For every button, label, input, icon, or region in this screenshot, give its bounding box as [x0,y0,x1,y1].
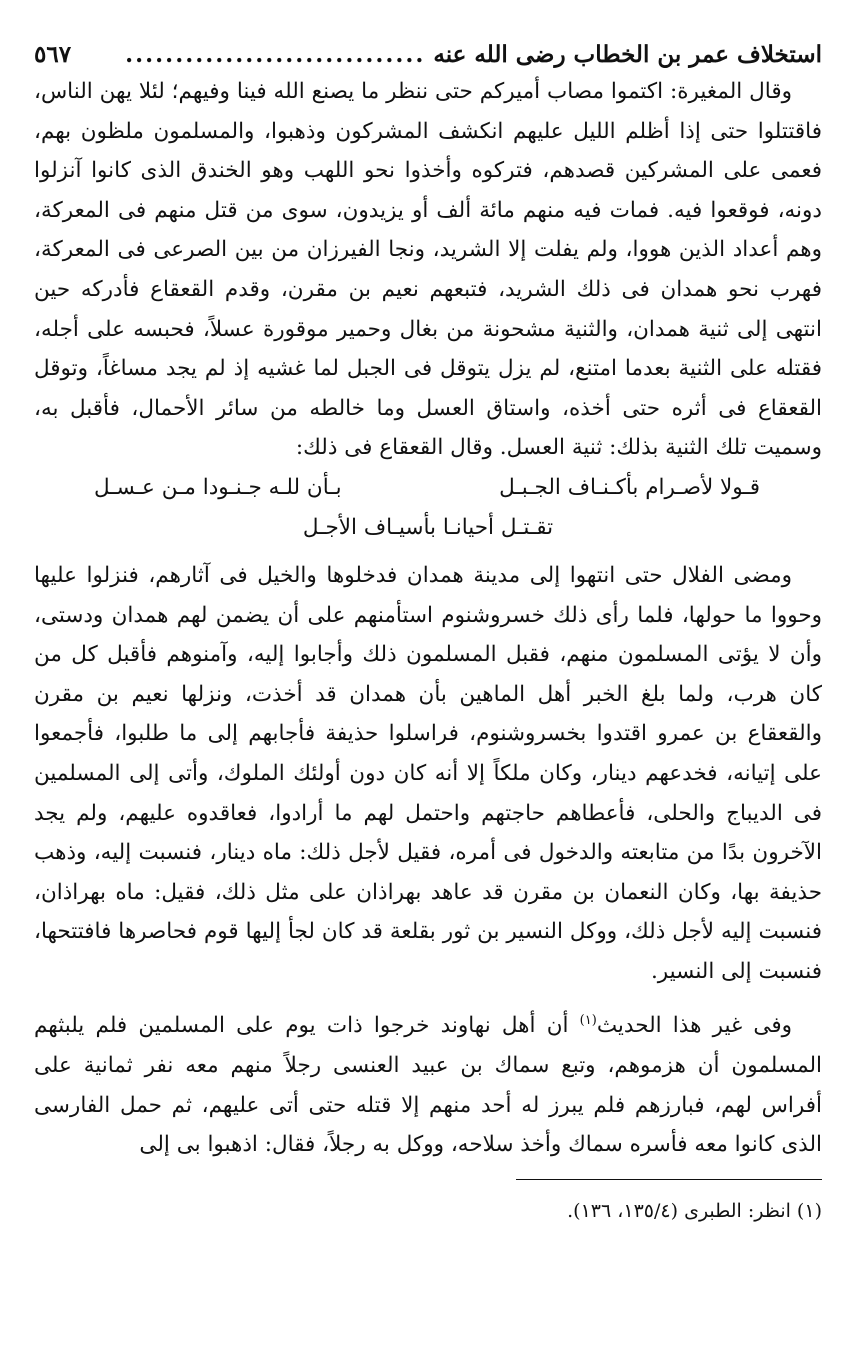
poem-hemistich-left: بـأن للـه جـنـودا مـن عـسـل [94,474,342,500]
paragraph-3-rest: أن أهل نهاوند خرجوا ذات يوم على المسلمين فلم يلبثهم المسلمون أن هزموهم، وتبع سماك بن عبيد العنسى رجلاً منهم معه نفر ثمانية على أفراس لهم، فبارزهم فلم يبرز له أحد منهم إلا قتله حتى أتى عليهم، ثم حمل الفارسى الذى كانوا معه فأسره سماك وأخذ سلاحه، ووكل به رجلاً، فقال: اذهبوا بى إلى [34,1013,822,1158]
poem [34,468,822,548]
leader-dots: .............................. [125,41,426,68]
paragraph-2: ومضى الفلال حتى انتهوا إلى مدينة همدان فدخلوها والخيل فى آثارهم، فنزلوا عليها وحووا ما حولها، فلما رأى ذلك خسروشنوم استأمنهم على أن يضمن لهم همدان ودستى، وأن لا يؤتى المسلمون منهم، فقبل المسلمون ذلك وأجابوا إليه، وآمنوهم فأقبل كل من كان هرب، ولما بلغ الخبر أهل الماهين بأن همدان قد أخذت، ونزلها نعيم بن مقرن والقعقاع بن عمرو اقتدوا بخسروشنوم، فراسلوا حذيفة فأجابهم إلى ما طلبوا، فأجمعوا على إتيانه، فخدعهم دينار، وكان ملكاً إلا أنه كان دون أولئك الملوك، وأتى إلى المسلمين فى الديباج والحلى، فأعطاهم حاجتهم واحتمل لهم ما أرادوا، فعاقدوه عليهم، ولم يجد الآخرون بدًا من متابعته والدخول فى أمره، فقيل لأجل ذلك: ماه دينار، فنسبت إليه، وذهب حذيفة بها، وكان النعمان بن مقرن قد عاهد بهراذان على مثل ذلك، فقيل: ماه بهراذان، فنسبت إليه لأجل ذلك، ووكل النسير بن ثور بقلعة قد كان لجأ إليها قوم فحاصرها فافتتحها، فنسبت إلى النسير. [34,562,822,984]
page-number: ٥٦٧ [34,41,72,68]
footnote: (١) انظر: الطبرى (١٣٥/٤، ١٣٦). [567,1200,822,1222]
poem-verse-1 [34,468,822,508]
paragraph-1: وقال المغيرة: اكتموا مصاب أميركم حتى ننظر ما يصنع الله فينا وفيهم؛ لئلا يهن الناس، فاقتتلوا حتى إذا أظلم الليل عليهم انكشف المشركون وذهبوا، والمسلمون ملظون بهم، فعمى على المشركين قصدهم، فتركوه وأخذوا نحو اللهب وهو الخندق الذى كانوا آنزلوا دونه، فوقعوا فيه. فمات فيه منهم مائة ألف أو يزيدون، سوى من قتل منهم فى المعركة، وهم أعداد الذين هووا، ولم يفلت إلا الشريد، ونجا الفيرزان من بين الصرعى فى المعركة، فهرب نحو همدان فى ذلك الشريد، فتبعهم نعيم بن مقرن، وقدم القعقاع فأدركه حين انتهى إلى ثنية همدان، والثنية مشحونة من بغال وحمير موقورة عسلاً، فحبسه على أجله، فقتله على الثنية بعدما امتنع، لم يزل يتوقل فى الجبل لما غشيه إذ لم يجد مساغاً، وتوقل القعقاع فى أثره حتى أخذه، واستاق العسل وما خالطه من سائر الأحمال، فأقبل به، وسميت تلك الثنية بذلك: ثنية العسل. وقال القعقاع فى ذلك: [34,79,822,461]
paragraph-3 [34,1001,822,1165]
poem-hemistich-right: قـولا لأصـرام بأكـنـاف الجـبـل [499,474,760,500]
footnote-separator [516,1179,822,1180]
running-header [34,38,822,72]
poem-verse-2 [34,508,822,548]
chapter-title: استخلاف عمر بن الخطاب رضى الله عنه [433,41,822,68]
paragraph-3-start: وفى غير هذا الحديث [596,1013,792,1039]
book-page [34,38,822,1227]
footnote-reference: (١) [579,1013,597,1029]
poem-hemistich-center: تقـتـل أحيانـا بأسيـاف الأجـل [302,514,554,540]
